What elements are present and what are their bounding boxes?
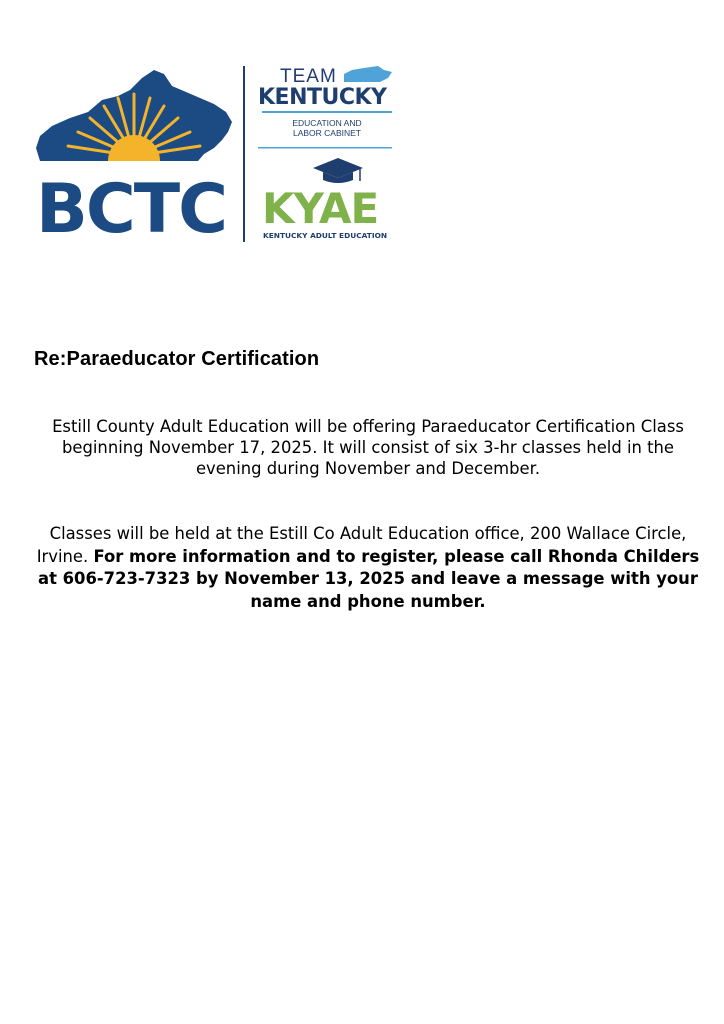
logo-horizontal-divider (258, 147, 392, 149)
bctc-kentucky-sun-icon (34, 70, 234, 164)
logo-divider (243, 66, 245, 242)
location-contact-paragraph (34, 523, 702, 613)
bctc-wordmark: BCTC (36, 170, 227, 249)
kentucky-outline-icon (344, 66, 392, 82)
kyae-wordmark: KYAE (262, 184, 379, 233)
team-kentucky-line2: KENTUCKY (258, 85, 387, 110)
team-kentucky-line1: TEAM (280, 66, 337, 87)
graduation-cap-icon (313, 158, 363, 183)
subject-heading: Re:Paraeducator Certification (34, 348, 320, 370)
registration-contact-text: For more information and to register, please call Rhonda Childers at 606-723-7323 by November 13, 2025 and leave a message with your name and phone number. (38, 546, 700, 611)
header-logos (30, 60, 400, 250)
team-kentucky-line4: LABOR CABINET (292, 128, 362, 138)
team-kentucky-logo (258, 66, 392, 138)
logo-lockup (30, 60, 400, 250)
team-kentucky-line3: EDUCATION AND (292, 118, 362, 128)
kyae-tagline: KENTUCKY ADULT EDUCATION (263, 231, 388, 240)
announcement-paragraph: Estill County Adult Education will be offering Paraeducator Certification Class beginning November 17, 2025. It will consist of six 3-hr classes held in the evening during November and December. (52, 417, 684, 478)
location-text: Classes will be held at the Estill Co Adult Education office, 200 Wallace Circle, Irvine. (36, 524, 687, 566)
kyae-logo (262, 158, 387, 240)
